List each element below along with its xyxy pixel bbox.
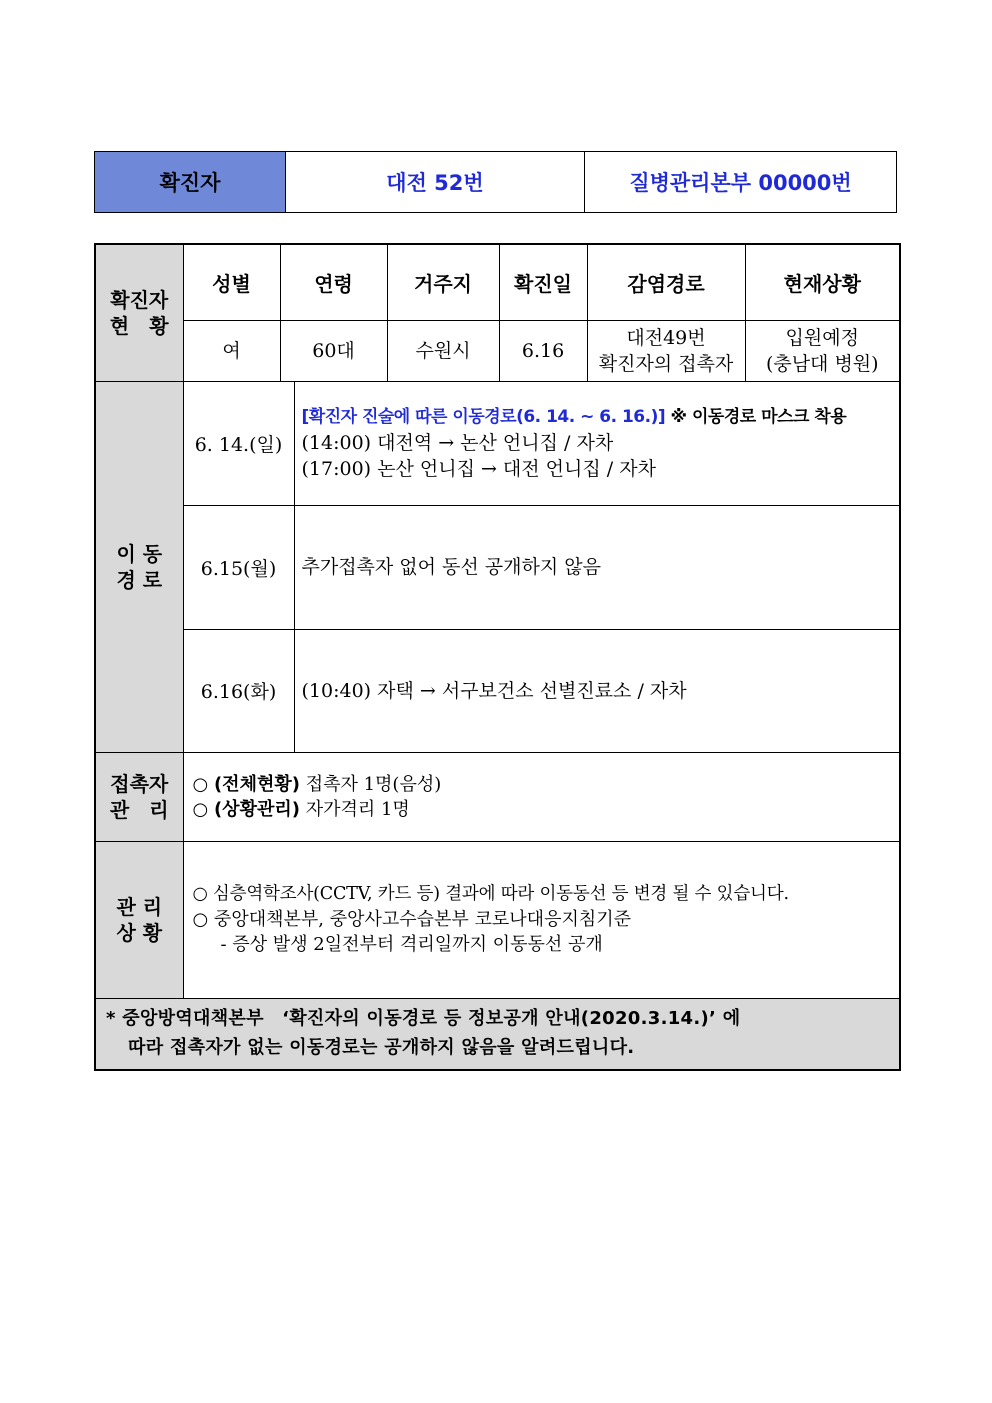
contacts-section-label	[95, 752, 183, 841]
infection-route-line1: 대전49번	[626, 326, 706, 349]
movement-route	[294, 381, 900, 505]
status-section-label	[95, 244, 183, 381]
management-label-line2: 상 황	[116, 920, 163, 945]
management-line: ○ 심층역학조사(CCTV, 카드 등) 결과에 따라 이동동선 등 변경 될 수 있습니다.	[192, 884, 789, 904]
movement-date: 6.16(화)	[183, 629, 294, 752]
current-status-line2: (충남대 병원)	[765, 352, 879, 375]
route-line: 추가접촉자 없어 동선 공개하지 않음	[301, 556, 601, 578]
route-heading-range: [확진자 진술에 따른 이동경로(6. 14. ~ 6. 16.)]	[301, 407, 666, 427]
bullet-icon: ○	[192, 773, 209, 795]
current-status-line1: 입원예정	[785, 326, 859, 349]
footer-line2: 따라 접촉자가 없는 이동경로는 공개하지 않음을 알려드립니다.	[128, 1036, 635, 1058]
footer-line1: * 중앙방역대책본부 ‘확진자의 이동경로 등 정보공개 안내(2020.3.14.)’ 에	[106, 1007, 741, 1029]
management-subline: - 증상 발생 2일전부터 격리일까지 이동동선 공개	[220, 934, 603, 955]
case-details-table	[94, 243, 901, 1071]
footer-row	[95, 998, 900, 1070]
value-current-status	[745, 320, 900, 381]
route-heading-mask-note: ※ 이동경로 마스크 착용	[670, 407, 847, 427]
col-age: 연령	[280, 244, 387, 320]
value-confirmed-date: 6.16	[499, 320, 587, 381]
route-line: (17:00) 논산 언니집 → 대전 언니집 / 자차	[301, 458, 656, 480]
movement-route	[294, 505, 900, 629]
contacts-item	[193, 797, 900, 822]
movement-row-day2	[95, 505, 900, 629]
movement-route	[294, 629, 900, 752]
movement-section-label	[95, 381, 183, 752]
header-kdca-case-number: 질병관리본부 00000번	[585, 152, 897, 213]
case-header-table	[94, 151, 897, 213]
contacts-item-tag: (전체현황)	[213, 773, 300, 795]
col-residence: 거주지	[387, 244, 499, 320]
management-section-label	[95, 841, 183, 998]
status-label-line1: 확진자	[110, 287, 169, 312]
contacts-row	[95, 752, 900, 841]
header-local-case-number: 대전 52번	[286, 152, 585, 213]
status-value-row	[95, 320, 900, 381]
route-heading	[302, 404, 900, 430]
value-sex: 여	[183, 320, 280, 381]
management-details	[183, 841, 900, 998]
movement-date: 6. 14.(일)	[183, 381, 294, 505]
movement-label-line2: 경 로	[116, 567, 163, 592]
movement-row-day3	[95, 629, 900, 752]
status-label-line2: 현 황	[109, 313, 169, 338]
value-age: 60대	[280, 320, 387, 381]
col-current-status: 현재상황	[745, 244, 900, 320]
footer-notice	[95, 998, 900, 1070]
movement-date: 6.15(월)	[183, 505, 294, 629]
col-infection-route: 감염경로	[587, 244, 745, 320]
status-header-row	[95, 244, 900, 320]
contacts-item-text: 자가격리 1명	[305, 798, 410, 820]
col-confirmed-date: 확진일	[499, 244, 587, 320]
contacts-item-text: 접촉자 1명(음성)	[305, 773, 442, 795]
header-label: 확진자	[95, 152, 286, 213]
contacts-label-line1: 접촉자	[110, 771, 169, 796]
contacts-item	[193, 772, 900, 797]
management-line: ○ 중앙대책본부, 중앙사고수습본부 코로나대응지침기준	[192, 909, 632, 930]
movement-row-day1	[95, 381, 900, 505]
management-label-line1: 관 리	[116, 894, 163, 919]
route-line: (10:40) 자택 → 서구보건소 선별진료소 / 자차	[301, 679, 687, 702]
bullet-icon: ○	[192, 798, 209, 820]
value-infection-route	[587, 320, 745, 381]
value-residence: 수원시	[387, 320, 499, 381]
management-row	[95, 841, 900, 998]
contacts-details	[183, 752, 900, 841]
contacts-label-line2: 관 리	[109, 797, 169, 822]
contacts-item-tag: (상황관리)	[213, 798, 300, 820]
route-line: (14:00) 대전역 → 논산 언니집 / 자차	[301, 432, 614, 454]
infection-route-line2: 확진자의 접촉자	[598, 352, 734, 375]
movement-label-line1: 이 동	[116, 541, 163, 566]
col-sex: 성별	[183, 244, 280, 320]
